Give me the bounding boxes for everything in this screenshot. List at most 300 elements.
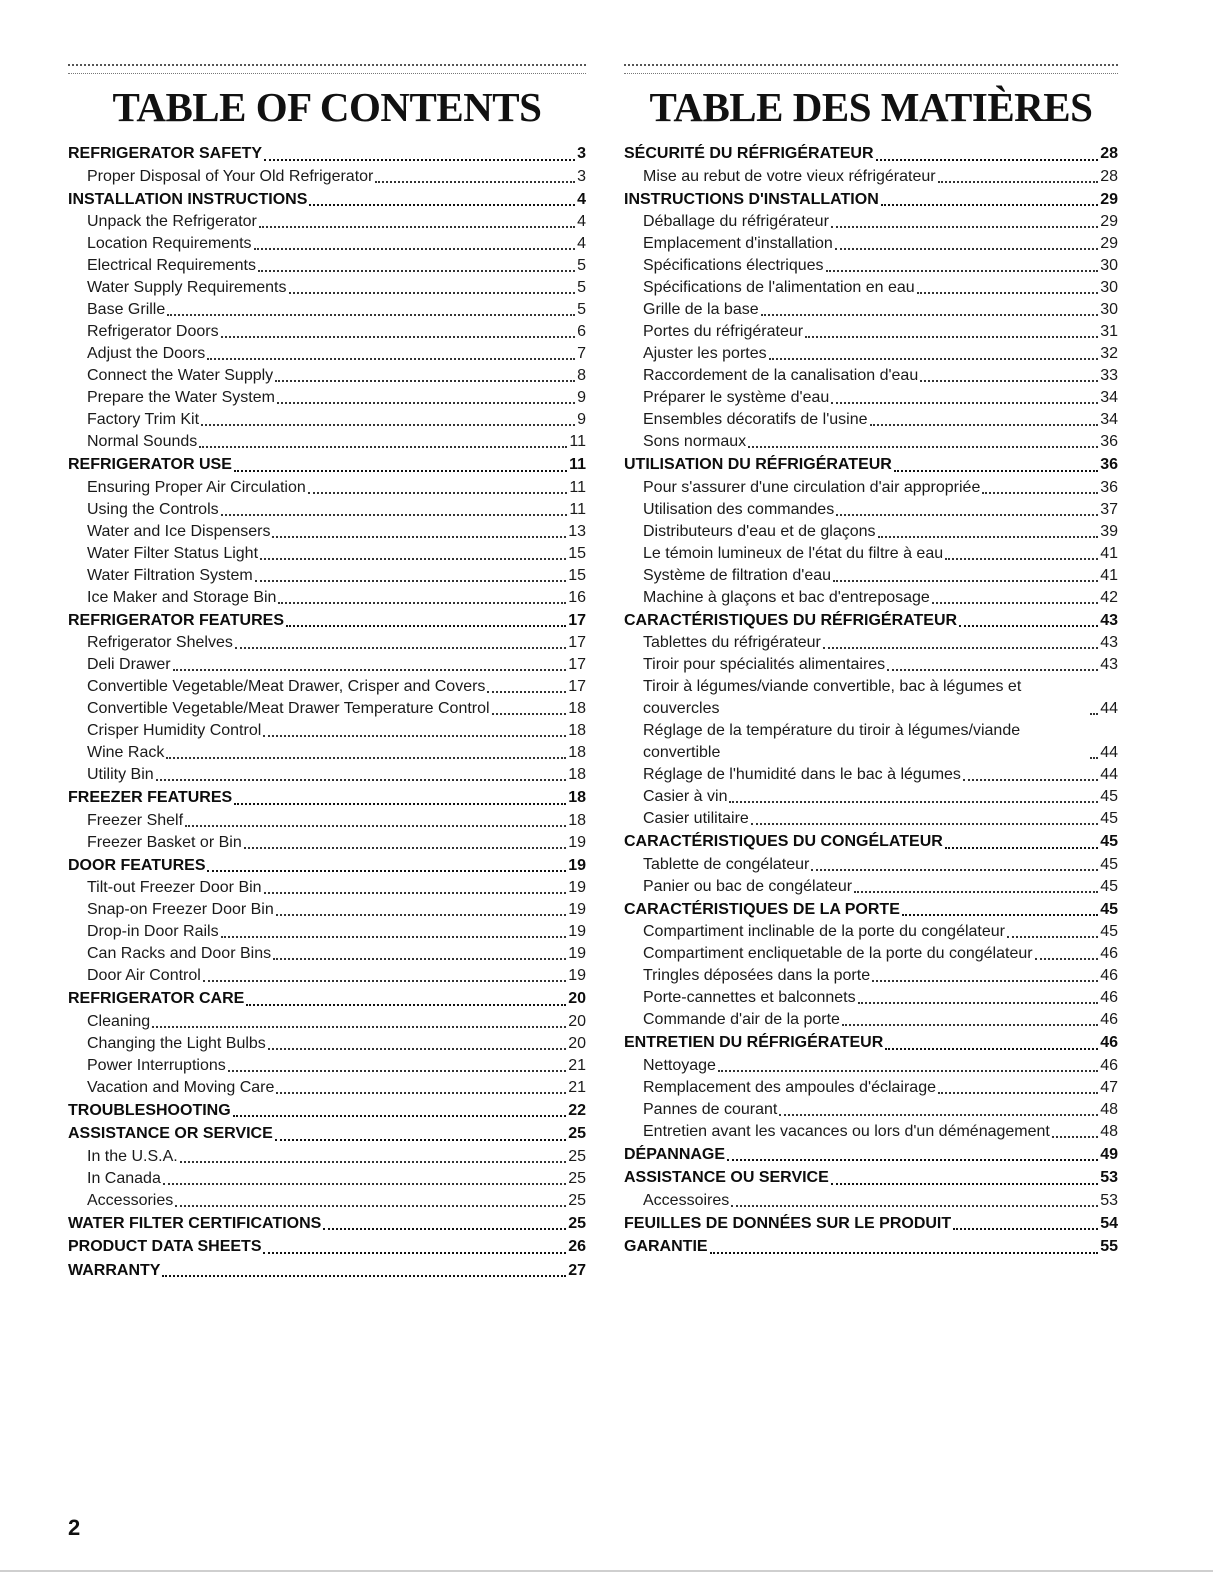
toc-subsection-entry[interactable] bbox=[624, 654, 1118, 676]
toc-subsection-entry[interactable] bbox=[624, 499, 1118, 521]
toc-section-entry[interactable] bbox=[624, 453, 1118, 477]
toc-subsection-entry[interactable] bbox=[68, 321, 586, 343]
toc-section-entry[interactable] bbox=[68, 142, 586, 166]
toc-entry-label: Préparer le système d'eau bbox=[643, 389, 830, 406]
toc-subsection-entry[interactable] bbox=[624, 565, 1118, 587]
toc-subsection-entry[interactable] bbox=[68, 431, 586, 453]
toc-entry-label: Unpack the Refrigerator bbox=[87, 213, 257, 230]
toc-entry-page: 25 bbox=[568, 1125, 586, 1142]
dot-leader bbox=[811, 869, 1098, 871]
toc-entry-label: Ensembles décoratifs de l'usine bbox=[643, 411, 868, 428]
toc-subsection-entry[interactable] bbox=[68, 1146, 586, 1168]
toc-entry-label: Using the Controls bbox=[87, 500, 219, 518]
toc-entry-page: 43 bbox=[1100, 611, 1118, 629]
dot-leader bbox=[228, 1070, 566, 1072]
dot-leader bbox=[163, 1183, 566, 1185]
toc-entry-page: 4 bbox=[577, 190, 586, 208]
toc-section-entry[interactable] bbox=[68, 1212, 586, 1236]
toc-entry-page: 39 bbox=[1100, 522, 1118, 540]
toc-entry-label: Spécifications électriques bbox=[643, 257, 824, 274]
toc-entry-page: 21 bbox=[568, 1056, 586, 1074]
toc-entry-page: 18 bbox=[568, 700, 586, 717]
toc-subsection-entry[interactable] bbox=[68, 632, 586, 654]
toc-entry-label: UTILISATION DU RÉFRIGÉRATEUR bbox=[624, 456, 892, 473]
toc-entry-page: 18 bbox=[568, 789, 586, 806]
toc-subsection-entry[interactable] bbox=[624, 943, 1118, 965]
toc-subsection-entry[interactable] bbox=[68, 654, 586, 676]
toc-subsection-entry[interactable] bbox=[624, 808, 1118, 830]
dot-leader bbox=[902, 914, 1098, 916]
dot-leader bbox=[836, 514, 1098, 516]
toc-section-entry[interactable] bbox=[68, 854, 586, 878]
toc-subsection-entry[interactable] bbox=[68, 720, 586, 742]
toc-subsection-entry[interactable] bbox=[624, 1190, 1118, 1212]
toc-entry-label: Tilt-out Freezer Door Bin bbox=[87, 879, 262, 896]
dot-leader bbox=[309, 204, 575, 206]
dot-leader bbox=[276, 914, 566, 916]
toc-entry-label: Freezer Shelf bbox=[87, 811, 184, 829]
toc-entry-page: 41 bbox=[1100, 544, 1118, 562]
toc-entry-label: Compartiment inclinable de la porte du congélateur bbox=[643, 923, 1005, 940]
toc-entry-page: 3 bbox=[577, 167, 586, 185]
toc-section-entry[interactable] bbox=[624, 609, 1118, 633]
toc-entry-label: Spécifications de l'alimentation en eau bbox=[643, 279, 915, 296]
toc-entry-page: 9 bbox=[577, 411, 586, 428]
toc-entry-label: GARANTIE bbox=[624, 1238, 708, 1255]
toc-subsection-entry[interactable] bbox=[68, 965, 586, 987]
toc-subsection-entry[interactable] bbox=[68, 211, 586, 233]
dot-leader bbox=[831, 1183, 1098, 1185]
toc-entry-page: 19 bbox=[568, 967, 586, 984]
toc-subsection-entry[interactable] bbox=[624, 1009, 1118, 1031]
toc-subsection-entry[interactable] bbox=[68, 943, 586, 965]
dot-leader bbox=[286, 625, 566, 627]
toc-entry-page: 16 bbox=[568, 588, 586, 606]
toc-subsection-entry[interactable] bbox=[68, 387, 586, 409]
toc-subsection-entry[interactable] bbox=[68, 277, 586, 299]
toc-section-entry[interactable] bbox=[624, 1212, 1118, 1236]
toc-section-entry[interactable] bbox=[68, 1235, 586, 1259]
page-number: 2 bbox=[68, 1515, 81, 1540]
dot-leader bbox=[982, 492, 1098, 494]
toc-entry-label: Entretien avant les vacances ou lors d'un déménagement bbox=[643, 1122, 1050, 1140]
dot-leader bbox=[275, 380, 575, 382]
toc-entry-page: 20 bbox=[568, 1012, 586, 1030]
toc-subsection-entry[interactable] bbox=[624, 277, 1118, 299]
toc-entry-page: 45 bbox=[1100, 923, 1118, 940]
toc-subsection-entry[interactable] bbox=[68, 543, 586, 565]
dot-leader bbox=[920, 380, 1098, 382]
dot-leader bbox=[872, 980, 1098, 982]
toc-entry-page: 25 bbox=[568, 1147, 586, 1165]
toc-subsection-entry[interactable] bbox=[624, 409, 1118, 431]
toc-entry-page: 46 bbox=[1100, 967, 1118, 984]
dot-leader bbox=[273, 958, 566, 960]
dot-leader bbox=[166, 757, 566, 759]
toc-entry-page: 46 bbox=[1100, 1056, 1118, 1074]
toc-subsection-entry[interactable] bbox=[68, 832, 586, 854]
toc-entry-page: 7 bbox=[577, 345, 586, 362]
dot-leader bbox=[881, 204, 1098, 206]
toc-entry-label: Système de filtration d'eau bbox=[643, 566, 832, 584]
toc-subsection-entry[interactable] bbox=[624, 1055, 1118, 1077]
toc-subsection-entry[interactable] bbox=[68, 587, 586, 609]
toc-entry-page: 8 bbox=[577, 367, 586, 384]
dot-leader bbox=[308, 492, 568, 494]
toc-section-entry[interactable] bbox=[68, 1099, 586, 1123]
toc-subsection-entry[interactable] bbox=[624, 632, 1118, 654]
dot-leader bbox=[945, 847, 1098, 849]
toc-entry-label: PRODUCT DATA SHEETS bbox=[68, 1238, 262, 1255]
dot-leader bbox=[894, 470, 1098, 472]
dot-leader bbox=[201, 424, 575, 426]
toc-subsection-entry[interactable] bbox=[68, 477, 586, 499]
dot-leader bbox=[272, 536, 566, 538]
toc-subsection-entry[interactable] bbox=[624, 720, 1118, 764]
toc-section-entry[interactable] bbox=[624, 830, 1118, 854]
toc-entry-label: Water Filtration System bbox=[87, 566, 253, 584]
toc-subsection-entry[interactable] bbox=[68, 1011, 586, 1033]
toc-subsection-entry[interactable] bbox=[624, 876, 1118, 898]
dot-leader bbox=[152, 1026, 566, 1028]
toc-entry-label: Adjust the Doors bbox=[87, 345, 206, 362]
toc-subsection-entry[interactable] bbox=[624, 1121, 1118, 1143]
toc-subsection-entry[interactable] bbox=[624, 764, 1118, 786]
dot-leader bbox=[244, 847, 566, 849]
toc-subsection-entry[interactable] bbox=[624, 233, 1118, 255]
toc-entry-label: Emplacement d'installation bbox=[643, 235, 833, 252]
toc-entry-page: 55 bbox=[1100, 1238, 1118, 1255]
dot-leader bbox=[255, 580, 567, 582]
toc-entry-page: 53 bbox=[1100, 1191, 1118, 1209]
dot-leader bbox=[260, 558, 566, 560]
toc-entry-label: Changing the Light Bulbs bbox=[87, 1034, 266, 1052]
toc-subsection-entry[interactable] bbox=[624, 676, 1118, 720]
toc-subsection-entry[interactable] bbox=[68, 299, 586, 321]
toc-entry-label: Factory Trim Kit bbox=[87, 411, 200, 428]
toc-entry-label: FEUILLES DE DONNÉES SUR LE PRODUIT bbox=[624, 1214, 952, 1232]
toc-entry-label: Réglage de l'humidité dans le bac à légumes bbox=[643, 766, 961, 783]
toc-entry-label: Utilisation des commandes bbox=[643, 500, 835, 518]
dot-leader bbox=[938, 181, 1099, 183]
toc-entry-label: Accessories bbox=[87, 1191, 174, 1209]
dot-leader bbox=[233, 1115, 567, 1117]
toc-subsection-entry[interactable] bbox=[68, 499, 586, 521]
toc-entry-page: 34 bbox=[1100, 411, 1118, 428]
dot-leader bbox=[221, 336, 575, 338]
toc-subsection-entry[interactable] bbox=[624, 965, 1118, 987]
toc-entry-page: 45 bbox=[1100, 810, 1118, 827]
top-divider bbox=[68, 64, 586, 74]
toc-subsection-entry[interactable] bbox=[68, 698, 586, 720]
toc-entry-label: Portes du réfrigérateur bbox=[643, 323, 804, 340]
toc-entry-page: 20 bbox=[568, 990, 586, 1007]
toc-subsection-entry[interactable] bbox=[68, 899, 586, 921]
toc-section-entry[interactable] bbox=[624, 898, 1118, 922]
toc-entry-label: Commande d'air de la porte bbox=[643, 1011, 840, 1028]
toc-subsection-entry[interactable] bbox=[68, 877, 586, 899]
dot-leader bbox=[207, 358, 575, 360]
toc-entry-label: Casier à vin bbox=[643, 788, 728, 805]
dot-leader bbox=[718, 1070, 1098, 1072]
toc-entry-label: In Canada bbox=[87, 1169, 161, 1187]
toc-entry-page: 36 bbox=[1100, 456, 1118, 473]
toc-section-entry[interactable] bbox=[624, 1166, 1118, 1190]
toc-entry-label: Réglage de la température du tiroir à légumes/viande convertible bbox=[643, 722, 1021, 761]
toc-subsection-entry[interactable] bbox=[624, 543, 1118, 565]
dot-leader bbox=[761, 314, 1099, 316]
toc-entry-label: DOOR FEATURES bbox=[68, 856, 206, 874]
toc-entry-page: 11 bbox=[569, 500, 586, 518]
toc-subsection-entry[interactable] bbox=[624, 166, 1118, 188]
toc-subsection-entry[interactable] bbox=[624, 321, 1118, 343]
dot-leader bbox=[264, 159, 575, 161]
dot-leader bbox=[731, 1205, 1098, 1207]
dot-leader bbox=[185, 825, 566, 827]
dot-leader bbox=[769, 358, 1099, 360]
toc-entry-label: Snap-on Freezer Door Bin bbox=[87, 901, 274, 918]
dot-leader bbox=[207, 870, 566, 872]
toc-entry-label: Accessoires bbox=[643, 1191, 730, 1209]
toc-subsection-entry[interactable] bbox=[624, 477, 1118, 499]
toc-entry-page: 48 bbox=[1100, 1100, 1118, 1118]
toc-entry-label: Water and Ice Dispensers bbox=[87, 522, 271, 540]
toc-entry-page: 44 bbox=[1100, 766, 1118, 783]
toc-entry-page: 31 bbox=[1100, 323, 1118, 340]
toc-entry-label: FREEZER FEATURES bbox=[68, 789, 233, 806]
toc-entry-label: Normal Sounds bbox=[87, 433, 198, 450]
toc-entry-label: In the U.S.A. bbox=[87, 1147, 178, 1165]
toc-subsection-entry[interactable] bbox=[68, 233, 586, 255]
toc-entry-label: Convertible Vegetable/Meat Drawer, Crisper and Covers bbox=[87, 678, 486, 695]
toc-subsection-entry[interactable] bbox=[68, 565, 586, 587]
toc-entry-label: REFRIGERATOR SAFETY bbox=[68, 145, 263, 162]
toc-section-entry[interactable] bbox=[68, 987, 586, 1011]
toc-subsection-entry[interactable] bbox=[68, 409, 586, 431]
toc-entry-page: 43 bbox=[1100, 634, 1118, 651]
toc-entry-page: 18 bbox=[568, 722, 586, 739]
toc-section-entry[interactable] bbox=[68, 786, 586, 810]
toc-entry-label: Door Air Control bbox=[87, 967, 201, 984]
dot-leader bbox=[246, 1004, 566, 1006]
dot-leader bbox=[276, 1092, 566, 1094]
toc-subsection-entry[interactable] bbox=[624, 387, 1118, 409]
toc-entry-label: Pannes de courant bbox=[643, 1100, 778, 1118]
dot-leader bbox=[748, 446, 1098, 448]
dot-leader bbox=[162, 1275, 566, 1277]
toc-entry-page: 22 bbox=[568, 1101, 586, 1119]
dot-leader bbox=[727, 1159, 1098, 1161]
toc-subsection-entry[interactable] bbox=[624, 431, 1118, 453]
toc-entry-label: CARACTÉRISTIQUES DU CONGÉLATEUR bbox=[624, 833, 943, 850]
toc-subsection-entry[interactable] bbox=[624, 1077, 1118, 1099]
toc-subsection-entry[interactable] bbox=[68, 166, 586, 188]
toc-entry-page: 33 bbox=[1100, 367, 1118, 384]
toc-entry-page: 19 bbox=[568, 945, 586, 962]
toc-entry-label: Raccordement de la canalisation d'eau bbox=[643, 367, 919, 384]
toc-entry-label: Le témoin lumineux de l'état du filtre à eau bbox=[643, 544, 944, 562]
dot-leader bbox=[234, 470, 567, 472]
toc-section-entry[interactable] bbox=[624, 1031, 1118, 1055]
toc-section-entry[interactable] bbox=[68, 453, 586, 477]
toc-entry-label: Wine Rack bbox=[87, 744, 165, 761]
toc-entry-page: 3 bbox=[577, 145, 586, 162]
toc-subsection-entry[interactable] bbox=[624, 255, 1118, 277]
toc-subsection-entry[interactable] bbox=[624, 854, 1118, 876]
dot-leader bbox=[221, 936, 567, 938]
toc-entry-label: Compartiment encliquetable de la porte du congélateur bbox=[643, 945, 1033, 962]
toc-entry-page: 11 bbox=[569, 456, 586, 473]
toc-entry-page: 46 bbox=[1100, 1034, 1118, 1051]
toc-entry-page: 13 bbox=[568, 522, 586, 540]
dot-leader bbox=[375, 181, 575, 183]
dot-leader bbox=[938, 1092, 1098, 1094]
toc-subsection-entry[interactable] bbox=[624, 786, 1118, 808]
dot-leader bbox=[277, 402, 575, 404]
toc-entry-page: 5 bbox=[577, 301, 586, 318]
toc-entry-label: Tablettes du réfrigérateur bbox=[643, 634, 821, 651]
toc-subsection-entry[interactable] bbox=[68, 810, 586, 832]
dot-leader bbox=[1052, 1136, 1098, 1138]
toc-subsection-entry[interactable] bbox=[68, 343, 586, 365]
dot-leader bbox=[959, 625, 1098, 627]
toc-entry-page: 18 bbox=[568, 766, 586, 783]
toc-entry-page: 30 bbox=[1100, 279, 1118, 296]
toc-entry-label: Freezer Basket or Bin bbox=[87, 833, 242, 851]
toc-section-entry[interactable] bbox=[624, 188, 1118, 212]
toc-title-french: TABLE DES MATIÈRES bbox=[649, 84, 1093, 130]
toc-entry-page: 32 bbox=[1100, 345, 1118, 362]
toc-entry-label: Utility Bin bbox=[87, 766, 154, 783]
toc-entry-label: Grille de la base bbox=[643, 301, 759, 318]
toc-section-entry[interactable] bbox=[624, 1235, 1118, 1259]
toc-subsection-entry[interactable] bbox=[624, 365, 1118, 387]
toc-subsection-entry[interactable] bbox=[624, 587, 1118, 609]
toc-entry-label: ENTRETIEN DU RÉFRIGÉRATEUR bbox=[624, 1034, 884, 1051]
toc-subsection-entry[interactable] bbox=[68, 365, 586, 387]
toc-entry-label: Nettoyage bbox=[643, 1056, 716, 1074]
toc-entry-page: 28 bbox=[1100, 145, 1118, 162]
toc-entry-page: 25 bbox=[568, 1191, 586, 1209]
toc-subsection-entry[interactable] bbox=[68, 921, 586, 943]
dot-leader bbox=[1007, 936, 1098, 938]
top-divider bbox=[624, 64, 1118, 74]
toc-subsection-entry[interactable] bbox=[624, 521, 1118, 543]
toc-entry-page: 11 bbox=[569, 478, 586, 496]
toc-entry-label: Porte-cannettes et balconnets bbox=[643, 989, 856, 1006]
toc-entry-label: Ajuster les portes bbox=[643, 345, 767, 362]
toc-section-entry[interactable] bbox=[624, 1143, 1118, 1167]
toc-entry-label: Prepare the Water System bbox=[87, 389, 275, 406]
toc-entry-label: INSTALLATION INSTRUCTIONS bbox=[68, 190, 308, 208]
toc-subsection-entry[interactable] bbox=[68, 1168, 586, 1190]
toc-subsection-entry[interactable] bbox=[68, 521, 586, 543]
dot-leader bbox=[826, 270, 1099, 272]
toc-entry-label: Tringles déposées dans la porte bbox=[643, 967, 871, 984]
toc-entry-page: 29 bbox=[1100, 235, 1118, 252]
toc-entry-label: CARACTÉRISTIQUES DU RÉFRIGÉRATEUR bbox=[624, 611, 958, 629]
toc-entry-page: 18 bbox=[568, 744, 586, 761]
toc-entry-page: 53 bbox=[1100, 1169, 1118, 1186]
toc-subsection-entry[interactable] bbox=[624, 1099, 1118, 1121]
dot-leader bbox=[268, 1048, 566, 1050]
toc-subsection-entry[interactable] bbox=[68, 1055, 586, 1077]
toc-entry-page: 44 bbox=[1100, 744, 1118, 761]
toc-entry-label: Tablette de congélateur bbox=[643, 855, 810, 873]
toc-entry-page: 45 bbox=[1100, 855, 1118, 873]
toc-subsection-entry[interactable] bbox=[624, 211, 1118, 233]
toc-subsection-entry[interactable] bbox=[68, 1190, 586, 1212]
toc-entry-label: Ice Maker and Storage Bin bbox=[87, 588, 277, 606]
dot-leader bbox=[289, 292, 576, 294]
toc-section-entry[interactable] bbox=[68, 609, 586, 633]
dot-leader bbox=[492, 713, 567, 715]
toc-subsection-entry[interactable] bbox=[68, 764, 586, 786]
toc-entry-label: Sons normaux bbox=[643, 433, 747, 450]
toc-entry-page: 17 bbox=[568, 656, 586, 673]
toc-entry-label: Vacation and Moving Care bbox=[87, 1078, 275, 1096]
toc-subsection-entry[interactable] bbox=[624, 987, 1118, 1009]
toc-entry-page: 4 bbox=[577, 213, 586, 230]
toc-section-entry[interactable] bbox=[624, 142, 1118, 166]
toc-subsection-entry[interactable] bbox=[68, 1077, 586, 1099]
toc-subsection-entry[interactable] bbox=[624, 299, 1118, 321]
toc-section-entry[interactable] bbox=[68, 1259, 586, 1283]
toc-subsection-entry[interactable] bbox=[624, 921, 1118, 943]
toc-entry-label: ASSISTANCE OU SERVICE bbox=[624, 1169, 829, 1186]
dot-leader bbox=[180, 1161, 566, 1163]
dot-leader bbox=[963, 779, 1098, 781]
toc-entry-label: REFRIGERATOR USE bbox=[68, 456, 232, 473]
dot-leader bbox=[878, 536, 1099, 538]
dot-leader bbox=[173, 669, 567, 671]
toc-subsection-entry[interactable] bbox=[68, 742, 586, 764]
toc-subsection-entry[interactable] bbox=[68, 255, 586, 277]
toc-subsection-entry[interactable] bbox=[624, 343, 1118, 365]
toc-section-entry[interactable] bbox=[68, 188, 586, 212]
toc-subsection-entry[interactable] bbox=[68, 676, 586, 698]
toc-entry-page: 37 bbox=[1100, 500, 1118, 518]
toc-subsection-entry[interactable] bbox=[68, 1033, 586, 1055]
dot-leader bbox=[831, 402, 1098, 404]
dot-leader bbox=[870, 424, 1099, 426]
toc-entry-label: Tiroir à légumes/viande convertible, bac à légumes et couvercles bbox=[643, 678, 1022, 717]
dot-leader bbox=[858, 1002, 1099, 1004]
dot-leader bbox=[833, 580, 1098, 582]
dot-leader bbox=[1090, 757, 1098, 759]
dot-leader bbox=[953, 1228, 1098, 1230]
toc-entry-page: 34 bbox=[1100, 389, 1118, 406]
toc-entry-page: 25 bbox=[568, 1214, 586, 1232]
toc-entry-label: INSTRUCTIONS D'INSTALLATION bbox=[624, 190, 879, 208]
dot-leader bbox=[203, 980, 566, 982]
toc-entry-label: Tiroir pour spécialités alimentaires bbox=[643, 656, 886, 673]
toc-entry-page: 41 bbox=[1100, 566, 1118, 584]
dot-leader bbox=[823, 647, 1098, 649]
toc-entry-label: Proper Disposal of Your Old Refrigerator bbox=[87, 167, 374, 185]
toc-entry-page: 18 bbox=[568, 811, 586, 829]
toc-entry-page: 45 bbox=[1100, 877, 1118, 895]
toc-entry-page: 17 bbox=[568, 611, 586, 629]
toc-entry-page: 11 bbox=[569, 433, 586, 450]
toc-entry-page: 5 bbox=[577, 279, 586, 296]
toc-section-entry[interactable] bbox=[68, 1122, 586, 1146]
toc-entry-page: 27 bbox=[568, 1261, 586, 1279]
dot-leader bbox=[876, 159, 1099, 161]
toc-entry-page: 44 bbox=[1100, 700, 1118, 717]
toc-entry-label: Ensuring Proper Air Circulation bbox=[87, 478, 306, 496]
toc-list-french bbox=[624, 142, 1118, 1259]
